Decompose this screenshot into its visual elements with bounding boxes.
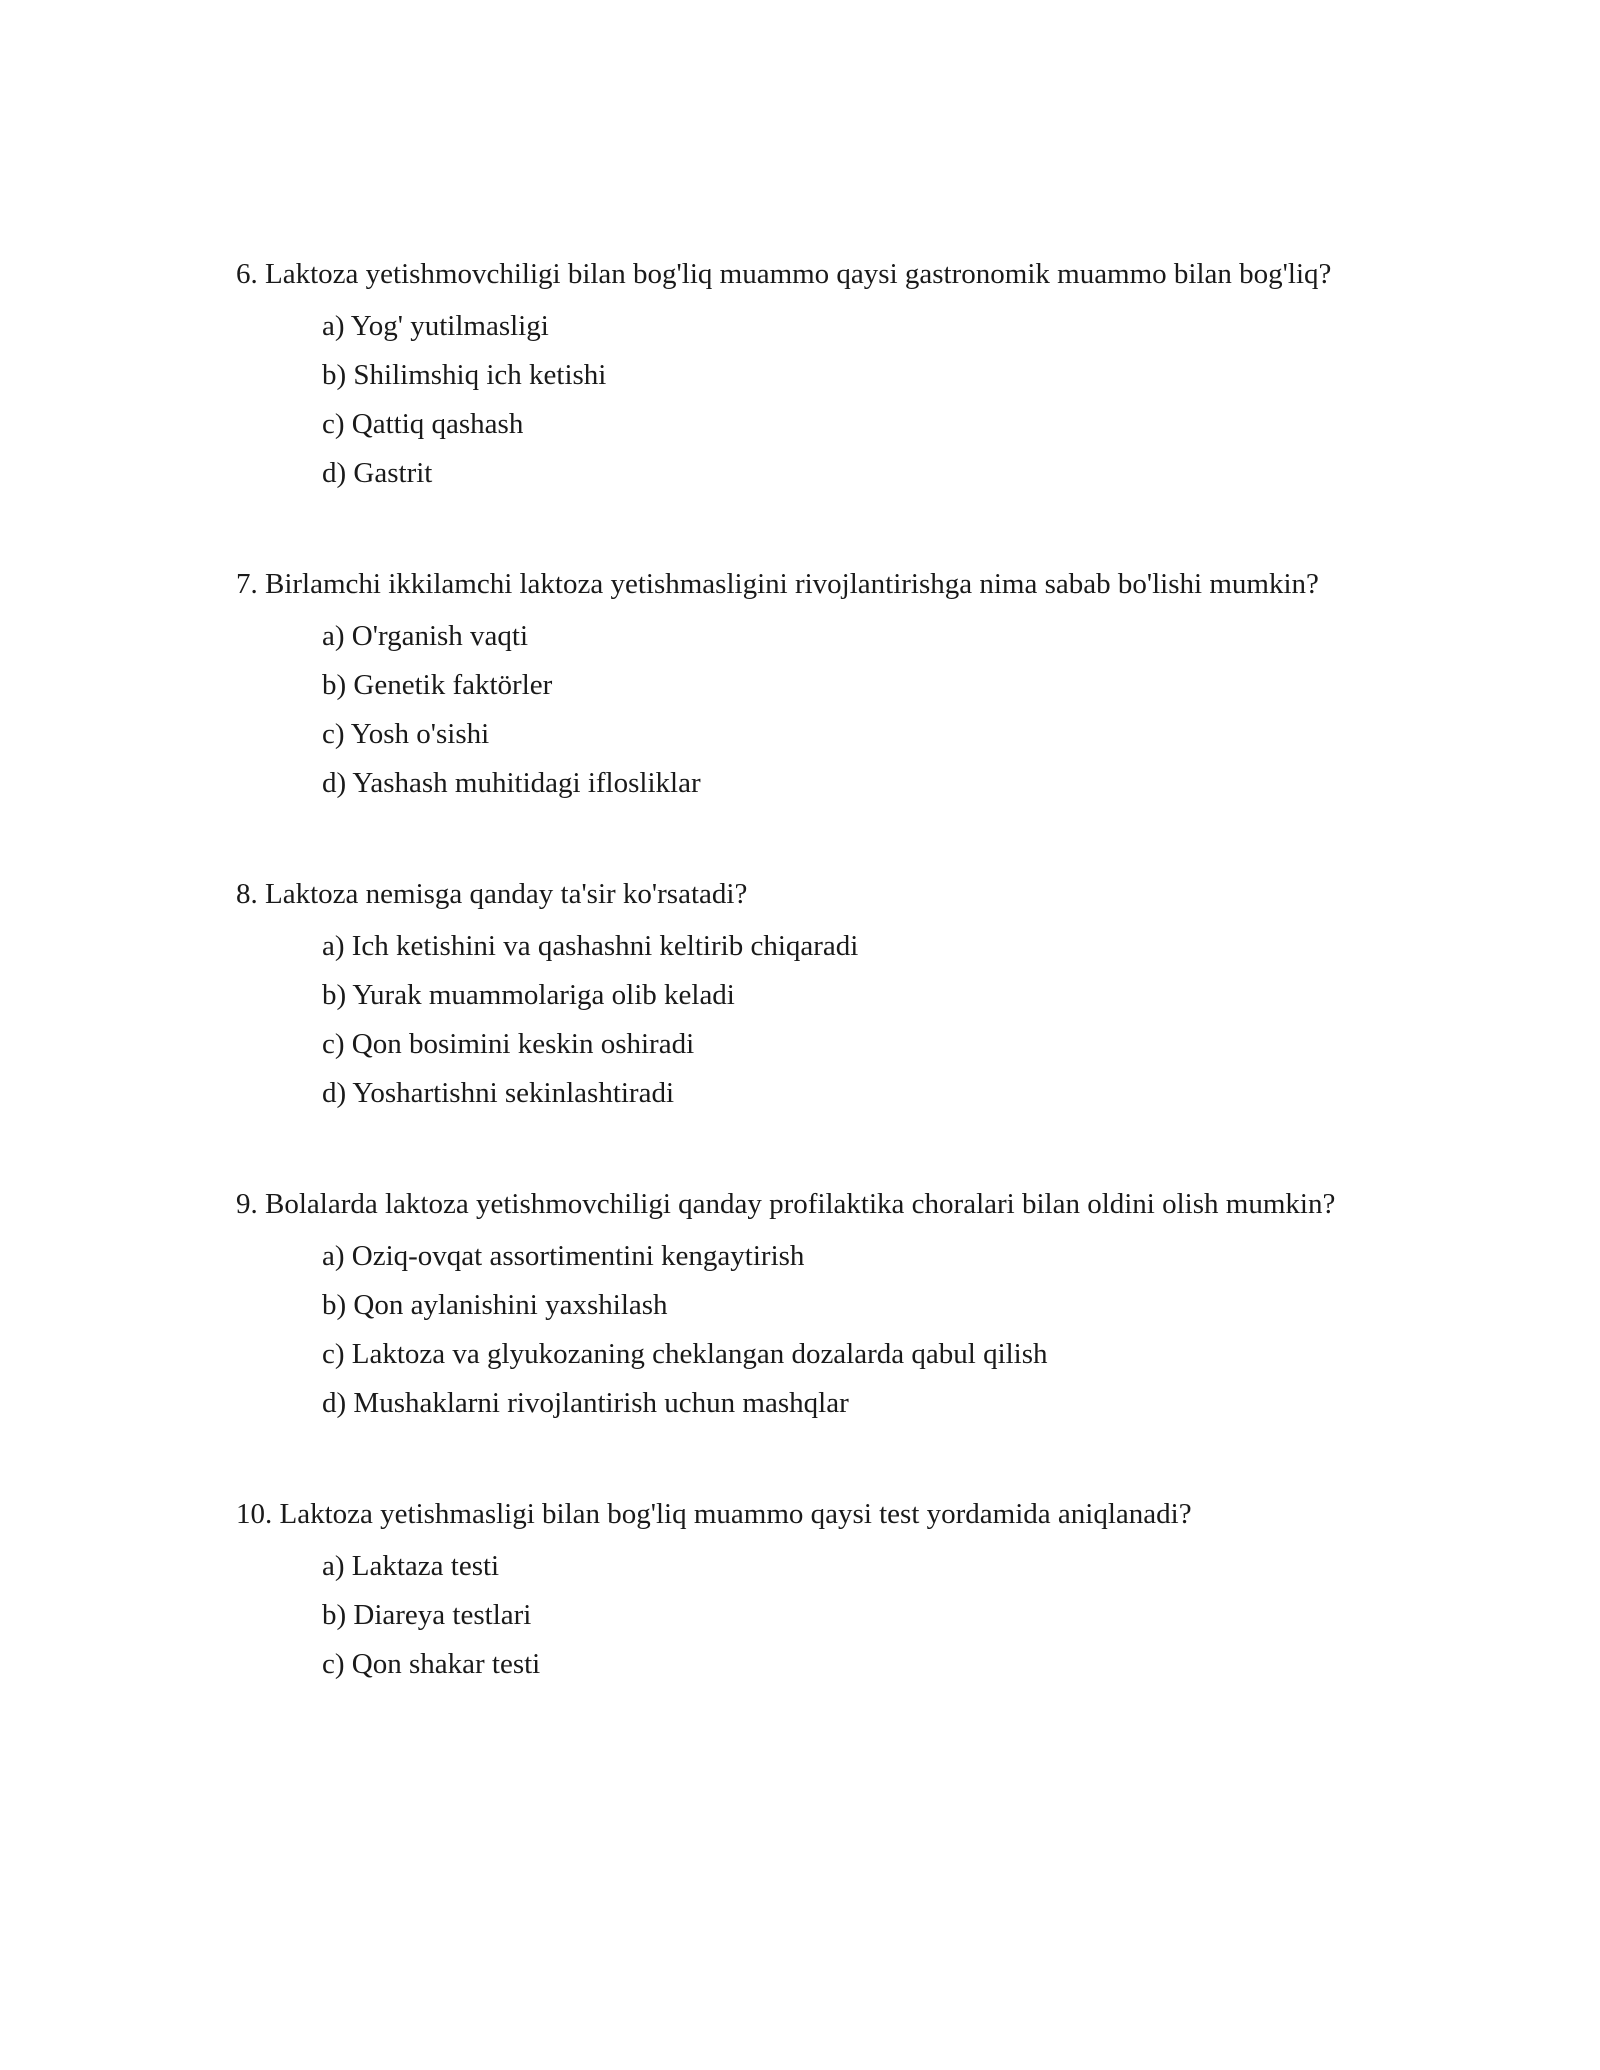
answer-option-c: c) Laktoza va glyukozaning cheklangan dozalarda qabul qilish [322, 1338, 1048, 1370]
question-6 [236, 254, 1366, 490]
question-text: 6. Laktoza yetishmovchiligi bilan bog'liq muammo qaysi gastronomik muammo bilan bog'liq? [236, 258, 1332, 290]
answer-option-a: a) Oziq-ovqat assortimentini kengaytirish [322, 1240, 805, 1272]
answer-option-b: b) Qon aylanishini yaxshilash [322, 1289, 668, 1321]
answer-options [236, 310, 1366, 490]
question-7 [236, 564, 1366, 800]
question-10 [236, 1494, 1366, 1681]
answer-option-d: d) Mushaklarni rivojlantirish uchun mashqlar [322, 1387, 849, 1419]
answer-option-d: d) Yashash muhitidagi iflosliklar [322, 767, 701, 799]
quiz-content [236, 254, 1366, 1755]
question-9 [236, 1184, 1366, 1420]
answer-option-c: c) Yosh o'sishi [322, 718, 490, 750]
question-text: 7. Birlamchi ikkilamchi laktoza yetishmasligini rivojlantirishga nima sabab bo'lishi mumkin? [236, 568, 1319, 600]
question-text: 8. Laktoza nemisga qanday ta'sir ko'rsatadi? [236, 878, 748, 910]
answer-options [236, 620, 1366, 800]
answer-options [236, 930, 1366, 1110]
answer-option-b: b) Shilimshiq ich ketishi [322, 359, 607, 391]
question-text: 10. Laktoza yetishmasligi bilan bog'liq muammo qaysi test yordamida aniqlanadi? [236, 1498, 1192, 1530]
answer-option-a: a) Ich ketishini va qashashni keltirib chiqaradi [322, 930, 859, 962]
answer-option-c: c) Qon bosimini keskin oshiradi [322, 1028, 695, 1060]
answer-option-b: b) Yurak muammolariga olib keladi [322, 979, 735, 1011]
answer-option-a: a) Laktaza testi [322, 1550, 500, 1582]
answer-option-d: d) Yoshartishni sekinlashtiradi [322, 1077, 675, 1109]
answer-option-d: d) Gastrit [322, 457, 433, 489]
question-text: 9. Bolalarda laktoza yetishmovchiligi qanday profilaktika choralari bilan oldini olish mumkin? [236, 1188, 1336, 1220]
answer-option-c: c) Qattiq qashash [322, 408, 524, 440]
answer-options [236, 1550, 1366, 1681]
answer-option-b: b) Diareya testlari [322, 1599, 532, 1631]
answer-option-a: a) O'rganish vaqti [322, 620, 529, 652]
answer-option-b: b) Genetik faktörler [322, 669, 553, 701]
answer-options [236, 1240, 1366, 1420]
question-8 [236, 874, 1366, 1110]
answer-option-a: a) Yog' yutilmasligi [322, 310, 549, 342]
answer-option-c: c) Qon shakar testi [322, 1648, 541, 1680]
